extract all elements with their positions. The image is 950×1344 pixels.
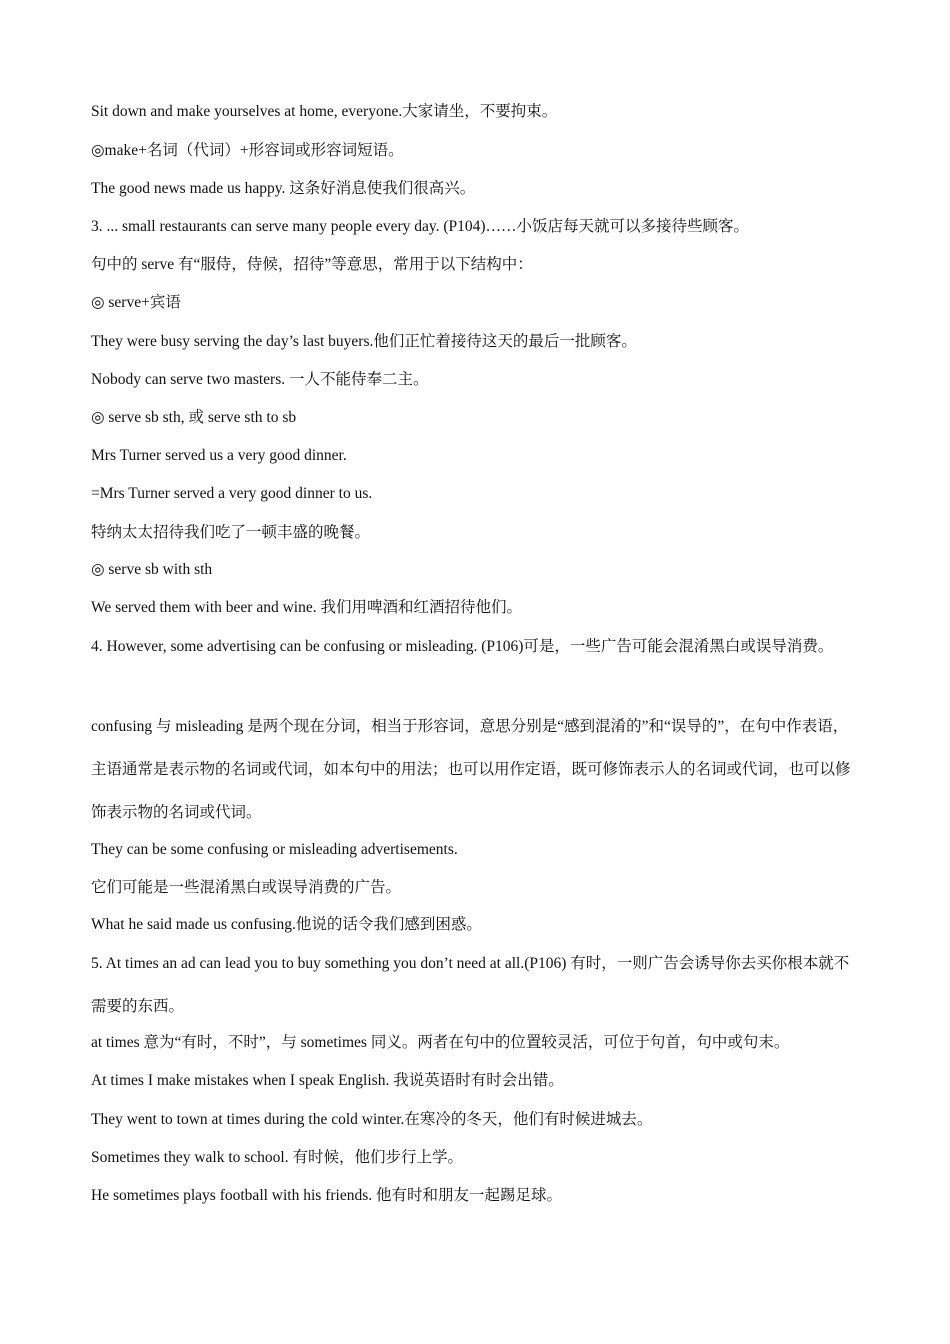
text-line: ◎make+名词（代词）+形容词或形容词短语。 xyxy=(91,142,404,159)
text-line: ◎ serve sb with sth xyxy=(91,561,213,578)
text-line: Nobody can serve two masters. 一人不能侍奉二主。 xyxy=(91,371,429,388)
text-line: ◎ serve+宾语 xyxy=(91,294,181,311)
text-line: 特纳太太招待我们吃了一顿丰盛的晚餐。 xyxy=(91,524,371,541)
text-line: at times 意为“有时，不时”，与 sometimes 同义。两者在句中的位置较灵活，可位于句首，句中或句末。 xyxy=(91,1034,790,1051)
text-paragraph: 5. At times an ad can lead you to buy something you don’t need at all.(P106) 有时，一则广告会诱导你去买你根本就不需要的东西。 xyxy=(91,955,850,1015)
text-line: We served them with beer and wine. 我们用啤酒和红酒招待他们。 xyxy=(91,599,522,616)
text-line: ◎ serve sb sth, 或 serve sth to sb xyxy=(91,409,297,426)
text-line: 它们可能是一些混淆黑白或误导消费的广告。 xyxy=(91,879,402,896)
text-line: Sometimes they walk to school. 有时候，他们步行上学。 xyxy=(91,1149,463,1166)
text-line: The good news made us happy. 这条好消息使我们很高兴。 xyxy=(91,180,476,197)
text-paragraph: 4. However, some advertising can be confusing or misleading. (P106)可是，一些广告可能会混淆黑白或误导消费。 xyxy=(91,638,834,655)
text-line: He sometimes plays football with his friends. 他有时和朋友一起踢足球。 xyxy=(91,1187,562,1204)
text-line: 句中的 serve 有“服侍，侍候，招待”等意思，常用于以下结构中： xyxy=(91,256,533,273)
text-line: Sit down and make yourselves at home, everyone.大家请坐，不要拘束。 xyxy=(91,103,558,120)
text-line: =Mrs Turner served a very good dinner to us. xyxy=(91,485,373,502)
text-line: They went to town at times during the cold winter.在寒冷的冬天，他们有时候进城去。 xyxy=(91,1111,653,1128)
text-line: They can be some confusing or misleading advertisements. xyxy=(91,841,458,858)
text-line: They were busy serving the day’s last buyers.他们正忙着接待这天的最后一批顾客。 xyxy=(91,333,637,350)
text-line: At times I make mistakes when I speak English. 我说英语时有时会出错。 xyxy=(91,1072,564,1089)
text-line: Mrs Turner served us a very good dinner. xyxy=(91,447,347,464)
text-line: 3. ... small restaurants can serve many people every day. (P104)……小饭店每天就可以多接待些顾客。 xyxy=(91,218,750,235)
text-line: What he said made us confusing.他说的话令我们感到困惑。 xyxy=(91,916,482,933)
text-paragraph: confusing 与 misleading 是两个现在分词，相当于形容词，意思分别是“感到混淆的”和“误导的”，在句中作表语，主语通常是表示物的名词或代词，如本句中的用法；也可以用作定语，既可修饰表示人的名词或代词，也可以修饰表示物的名词或代词。 xyxy=(91,718,851,821)
